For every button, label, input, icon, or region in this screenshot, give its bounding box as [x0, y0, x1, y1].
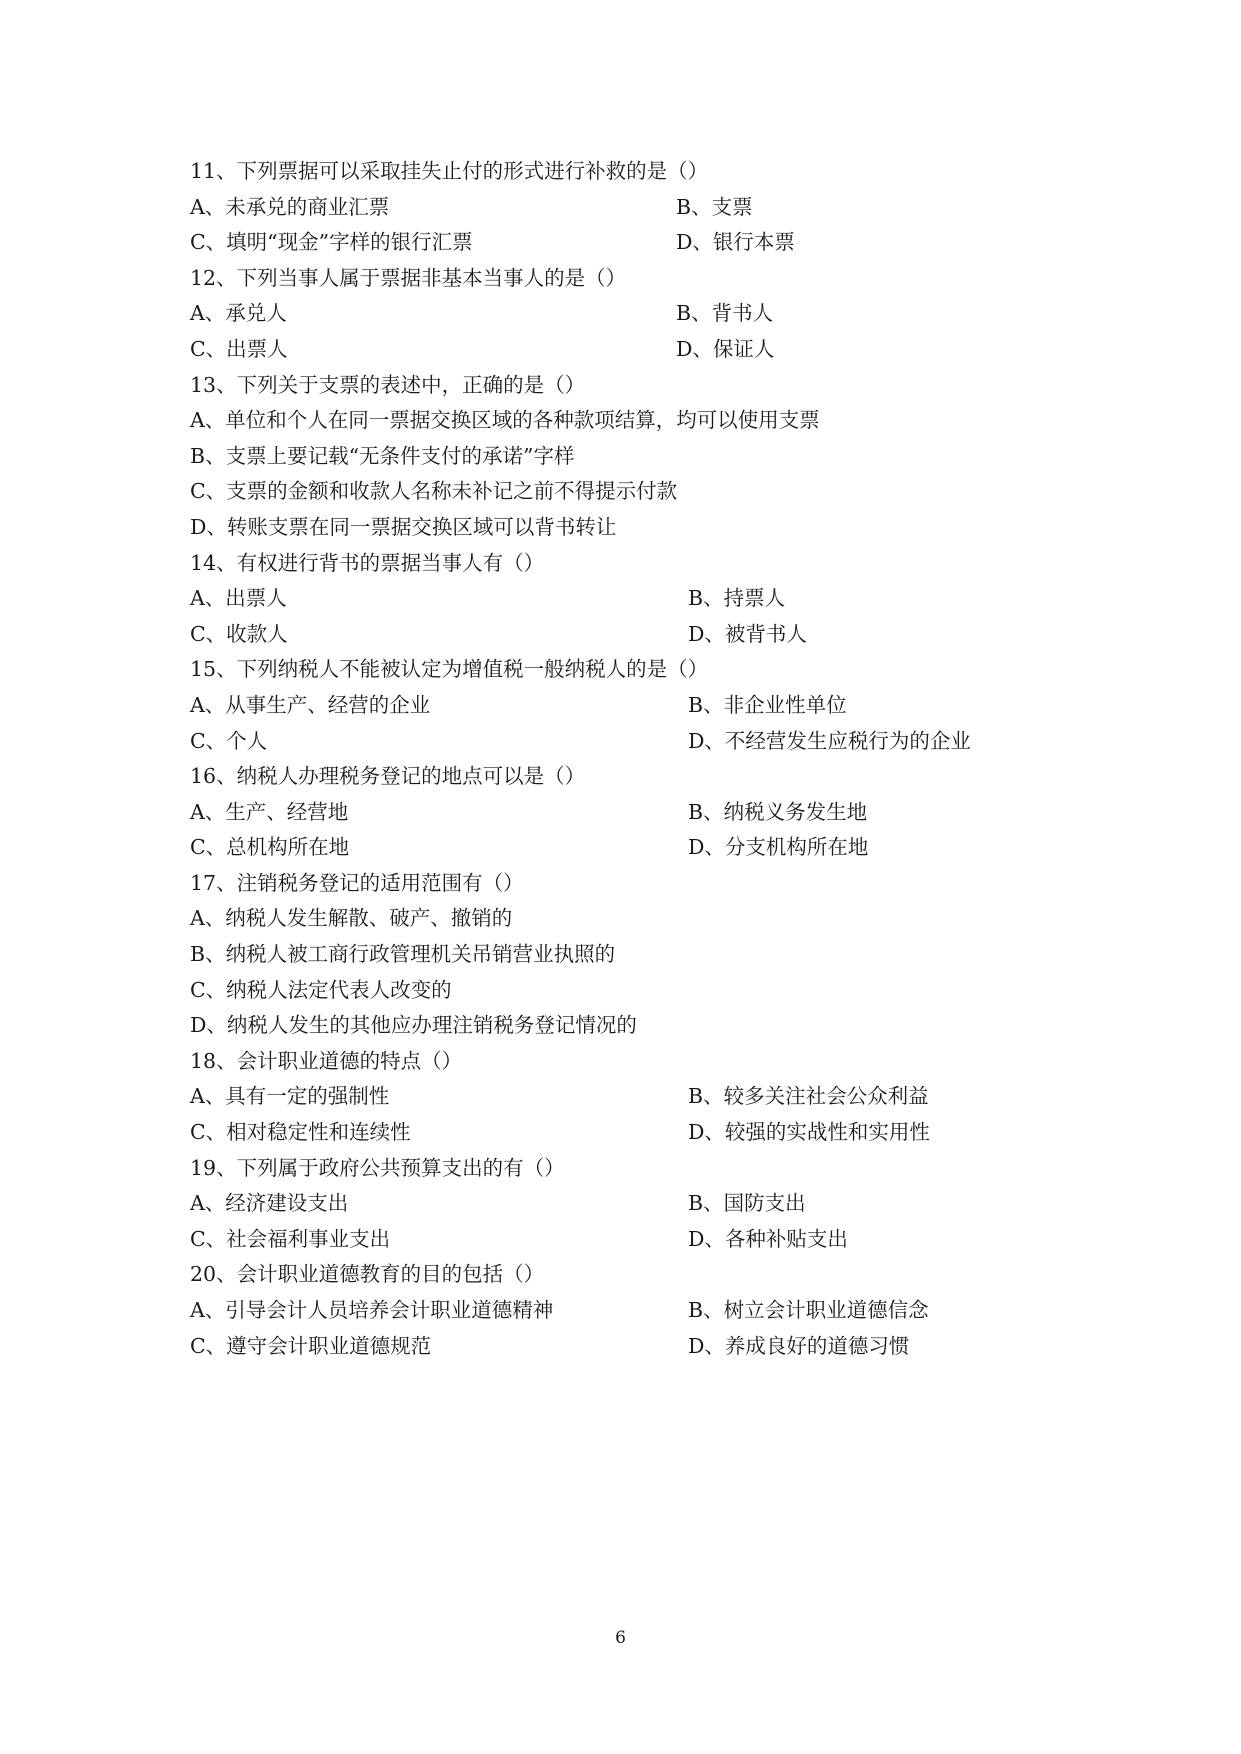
question-stem: 20、会计职业道德教育的目的包括（） — [190, 1262, 545, 1287]
option-row — [190, 190, 1090, 226]
page-number: 6 — [615, 1628, 626, 1648]
option-d: D、纳税人发生的其他应办理注销税务登记情况的 — [190, 1013, 637, 1038]
question-stem: 17、注销税务登记的适用范围有（） — [190, 870, 524, 895]
option-d: D、各种补贴支出 — [688, 1226, 848, 1251]
question-stem: 13、下列关于支票的表述中，正确的是（） — [190, 372, 586, 397]
option-row — [190, 1186, 1090, 1222]
option-row — [190, 1222, 1090, 1258]
option-b: B、树立会计职业道德信念 — [688, 1298, 929, 1322]
option-a: A、承兑人 — [190, 301, 287, 326]
option-a: A、引导会计人员培养会计职业道德精神 — [190, 1298, 554, 1322]
option-c: C、个人 — [190, 728, 268, 753]
option-row — [190, 1115, 1090, 1151]
option-d: D、分支机构所在地 — [688, 835, 869, 860]
option-a: A、具有一定的强制性 — [190, 1084, 390, 1109]
option-b: B、背书人 — [676, 301, 774, 326]
option-row — [190, 724, 1090, 760]
option-c: C、填明“现金”字样的银行汇票 — [190, 230, 473, 255]
option-d: D、银行本票 — [676, 230, 795, 255]
question-stem: 18、会计职业道德的特点（） — [190, 1048, 463, 1073]
option-a: A、经济建设支出 — [190, 1191, 349, 1216]
option-b: B、国防支出 — [688, 1191, 806, 1216]
option-c: C、遵守会计职业道德规范 — [190, 1333, 432, 1358]
option-c: C、出票人 — [190, 336, 288, 361]
option-row — [190, 225, 1090, 261]
option-d: D、保证人 — [676, 336, 775, 361]
option-row — [190, 795, 1090, 831]
question-stem: 12、下列当事人属于票据非基本当事人的是（） — [190, 265, 627, 290]
option-d: D、被背书人 — [688, 621, 807, 646]
question-stem: 11、下列票据可以采取挂失止付的形式进行补救的是（） — [190, 159, 709, 183]
option-d: D、转账支票在同一票据交换区域可以背书转让 — [190, 514, 617, 539]
option-a: A、未承兑的商业汇票 — [190, 194, 390, 219]
option-b: B、支票 — [676, 194, 753, 219]
option-d: D、不经营发生应税行为的企业 — [688, 728, 971, 753]
option-b: B、纳税义务发生地 — [688, 799, 868, 824]
option-d: D、较强的实战性和实用性 — [688, 1120, 930, 1145]
question-list — [190, 154, 1090, 1364]
question-stem: 15、下列纳税人不能被认定为增值税一般纳税人的是（） — [190, 657, 709, 682]
option-d: D、养成良好的道德习惯 — [688, 1333, 910, 1358]
option-row — [190, 332, 1090, 368]
option-row — [190, 617, 1090, 653]
option-b: B、较多关注社会公众利益 — [688, 1084, 929, 1109]
option-b: B、非企业性单位 — [688, 692, 847, 717]
option-c: C、收款人 — [190, 621, 288, 646]
option-a: A、生产、经营地 — [190, 799, 349, 824]
option-row — [190, 688, 1090, 724]
option-row — [190, 581, 1090, 617]
option-b: B、纳税人被工商行政管理机关吊销营业执照的 — [190, 942, 616, 967]
option-c: C、相对稳定性和连续性 — [190, 1120, 411, 1145]
option-b: B、支票上要记载“无条件支付的承诺”字样 — [190, 443, 575, 468]
option-c: C、总机构所在地 — [190, 835, 350, 860]
option-row — [190, 296, 1090, 332]
option-a: A、纳税人发生解散、破产、撤销的 — [190, 906, 513, 931]
option-row — [190, 1079, 1090, 1115]
question-stem: 16、纳税人办理税务登记的地点可以是（） — [190, 764, 586, 789]
option-c: C、纳税人法定代表人改变的 — [190, 977, 452, 1002]
option-c: C、社会福利事业支出 — [190, 1226, 391, 1251]
option-row — [190, 830, 1090, 866]
option-a: A、出票人 — [190, 586, 287, 611]
option-a: A、单位和个人在同一票据交换区域的各种款项结算，均可以使用支票 — [190, 408, 820, 433]
option-b: B、持票人 — [688, 586, 786, 611]
question-stem: 19、下列属于政府公共预算支出的有（） — [190, 1155, 565, 1180]
option-c: C、支票的金额和收款人名称未补记之前不得提示付款 — [190, 479, 678, 504]
option-row — [190, 1329, 1090, 1365]
option-row — [190, 1293, 1090, 1329]
option-a: A、从事生产、经营的企业 — [190, 692, 431, 717]
question-stem: 14、有权进行背书的票据当事人有（） — [190, 550, 545, 575]
